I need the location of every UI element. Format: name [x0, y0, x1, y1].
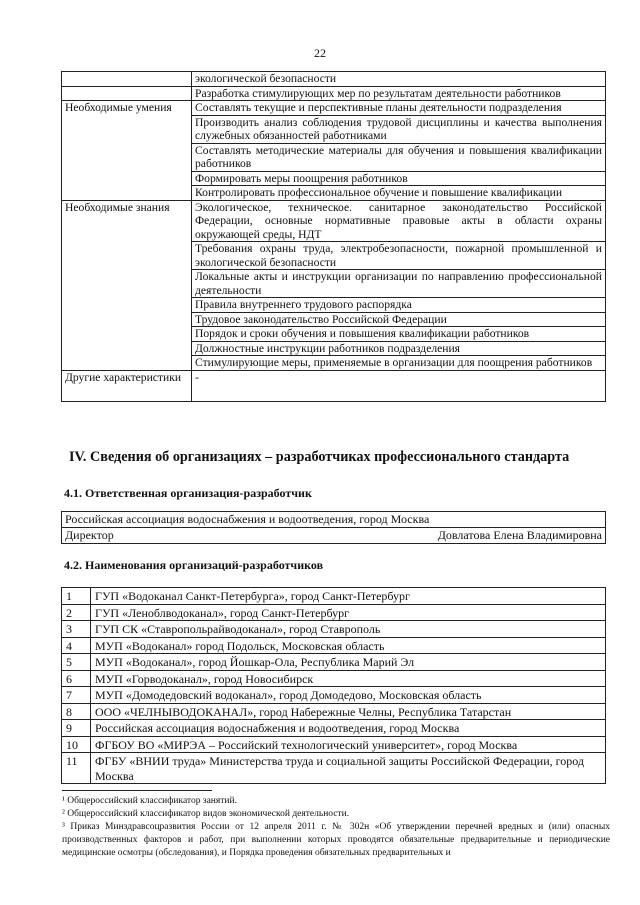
row-number: 11: [62, 753, 91, 784]
table-row: [62, 370, 606, 401]
page-number: 22: [314, 46, 326, 60]
knowledge-item: Трудовое законодательство Российской Федерации: [192, 312, 606, 327]
row-number: 8: [62, 703, 91, 720]
developers-heading: 4.2. Наименования организаций-разработчиков: [64, 558, 324, 572]
table-row: [62, 604, 606, 621]
table-row: [62, 621, 606, 638]
responsible-org-heading: 4.1. Ответственная организация-разработчик: [64, 486, 312, 500]
footnote: ¹ Общероссийский классификатор занятий.: [62, 796, 237, 806]
knowledge-item: Стимулирующие меры, применяемые в организации для поощрения работников: [192, 356, 606, 371]
table-row: [62, 753, 606, 784]
row-number: 4: [62, 637, 91, 654]
row-number: 2: [62, 604, 91, 621]
table-cell: Разработка стимулирующих мер по результатам деятельности работников: [192, 86, 606, 101]
row-number: 7: [62, 687, 91, 704]
skill-item: Формировать меры поощрения работников: [192, 171, 606, 186]
org-name: ГУП «Водоканал Санкт-Петербурга», город Санкт-Петербург: [91, 588, 606, 605]
table-cell: экологической безопасности: [192, 72, 606, 87]
org-name: ГУП СК «Ставропольрайводоканал», город Ставрополь: [91, 621, 606, 638]
table-row: [62, 512, 606, 528]
row-number: 10: [62, 736, 91, 753]
footnote: ³ Приказ Минздравсоцразвития России от 12 апреля 2011 г. № 302н «Об утверждении перечней вредных и (или) опасных производственных факторов и работ, при выполнении которых проводятся обязательные предварительные и периодические медицинские осмотры (обследования), и Порядка проведения обязательных предварительных и: [62, 822, 610, 858]
footnote: ² Общероссийский классификатор видов экономической деятельности.: [62, 809, 350, 819]
row-number: 6: [62, 670, 91, 687]
responsible-org-table: [61, 511, 606, 544]
org-name: МУП «Водоканал», город Йошкар-Ола, Республика Марий Эл: [91, 654, 606, 671]
table-row: [62, 703, 606, 720]
table-row: [62, 101, 606, 116]
person-name: Довлатова Елена Владимировна: [437, 528, 602, 542]
skill-item: Производить анализ соблюдения трудовой дисциплины и качества выполнения служебных обязанностей работниками: [192, 115, 606, 143]
row-number: 1: [62, 588, 91, 605]
knowledge-item: Должностные инструкции работников подразделения: [192, 341, 606, 356]
knowledge-item: Локальные акты и инструкции организации по направлению профессиональной деятельности: [192, 270, 606, 298]
org-name: ФГБОУ ВО «МИРЭА – Российский технологический университет», город Москва: [91, 736, 606, 753]
org-name: МУП «Домодедовский водоканал», город Домодедово, Московская область: [91, 687, 606, 704]
knowledge-label: Необходимые знания: [62, 200, 192, 370]
table-row: [62, 200, 606, 242]
other-characteristics-value: -: [192, 370, 606, 401]
table-row: [62, 72, 606, 87]
empty-label-cell: [62, 86, 192, 101]
skill-item: Составлять текущие и перспективные планы деятельности подразделения: [192, 101, 606, 116]
footnote-separator: [62, 790, 212, 791]
responsible-org-name: Российская ассоциация водоснабжения и водоотведения, город Москва: [62, 512, 606, 528]
skills-knowledge-table: [61, 71, 606, 402]
skill-item: Контролировать профессиональное обучение и повышение квалификации: [192, 186, 606, 201]
knowledge-item: Требования охраны труда, электробезопасности, пожарной промышленной и экологической безопасности: [192, 242, 606, 270]
org-name: ООО «ЧЕЛНЫВОДОКАНАЛ», город Набережные Челны, Республика Татарстан: [91, 703, 606, 720]
row-number: 9: [62, 720, 91, 737]
row-number: 3: [62, 621, 91, 638]
table-row: [62, 736, 606, 753]
table-row: [62, 654, 606, 671]
skill-item: Составлять методические материалы для обучения и повышения квалификации работников: [192, 143, 606, 171]
org-name: ГУП «Леноблводоканал», город Санкт-Петербург: [91, 604, 606, 621]
row-number: 5: [62, 654, 91, 671]
org-name: МУП «Горводоканал», город Новосибирск: [91, 670, 606, 687]
org-name: МУП «Водоканал» город Подольск, Московская область: [91, 637, 606, 654]
empty-label-cell: [62, 72, 192, 87]
table-row: [62, 637, 606, 654]
table-row: [62, 670, 606, 687]
knowledge-item: Экологическое, техническое. санитарное законодательство Российской Федерации, основные нормативные правовые акты в области охраны окружающей среды, НДТ: [192, 200, 606, 242]
org-name: ФГБУ «ВНИИ труда» Министерства труда и социальной защиты Российской Федерации, город Москва: [91, 753, 606, 784]
skills-label: Необходимые умения: [62, 101, 192, 201]
responsible-person-cell: [62, 528, 606, 544]
table-row: [62, 687, 606, 704]
table-row: [62, 86, 606, 101]
table-row: [62, 528, 606, 544]
org-name: Российская ассоциация водоснабжения и водоотведения, город Москва: [91, 720, 606, 737]
other-characteristics-label: Другие характеристики: [62, 370, 192, 401]
footnotes: [62, 795, 610, 860]
knowledge-item: Правила внутреннего трудового распорядка: [192, 298, 606, 313]
table-row: [62, 588, 606, 605]
position-label: Директор: [65, 528, 114, 542]
knowledge-item: Порядок и сроки обучения и повышения квалификации работников: [192, 327, 606, 342]
table-row: [62, 720, 606, 737]
section-title: IV. Сведения об организациях – разработчиках профессионального стандарта: [69, 449, 570, 465]
developers-table: [61, 587, 606, 784]
